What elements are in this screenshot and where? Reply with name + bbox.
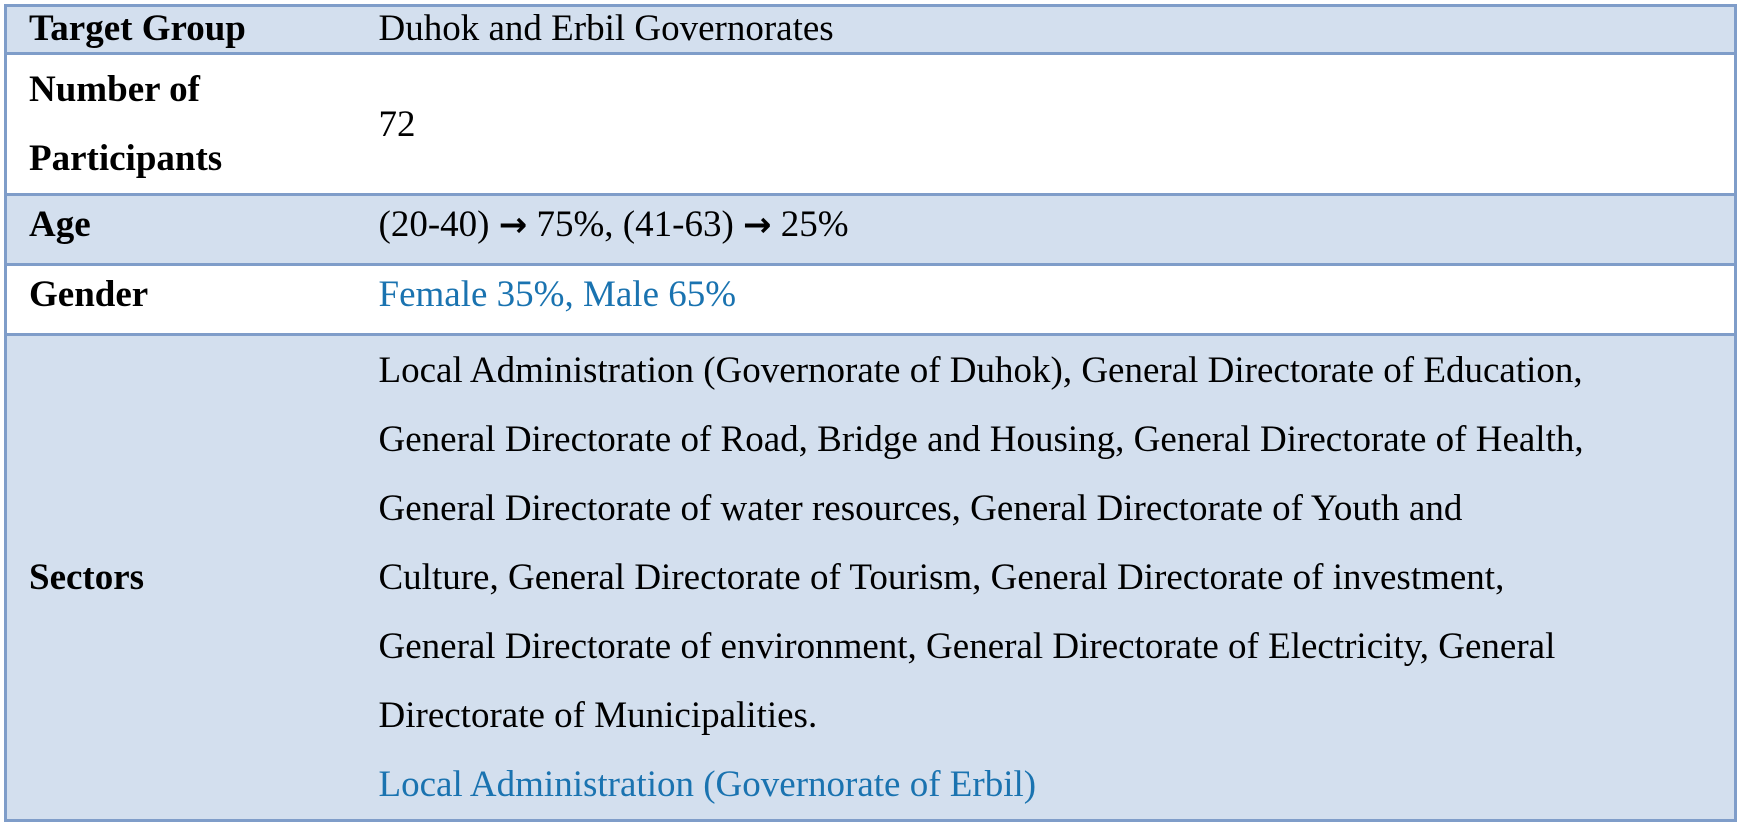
age-label-cell [6, 195, 379, 265]
sectors-value-cell [379, 335, 1736, 821]
table-row-sectors [6, 335, 1736, 821]
gender-label-cell [6, 265, 379, 335]
age-range-1: (20-40) [378, 204, 490, 245]
sectors-label-cell [6, 335, 379, 821]
right-arrow-icon: → [743, 205, 772, 245]
age-value [379, 196, 1735, 250]
age-label: Age [29, 204, 91, 245]
participants-value: 72 [378, 103, 416, 145]
sectors-line: Culture, General Directorate of Tourism, General Directorate of investment, [378, 557, 1505, 598]
table-row-participants [6, 54, 1736, 195]
age-value-cell [379, 195, 1736, 265]
right-arrow-icon: → [498, 205, 528, 245]
age-percent-2: 25% [780, 204, 849, 245]
gender-label: Gender [29, 274, 149, 315]
target-group-value-cell [379, 6, 1736, 54]
sectors-line: General Directorate of water resources, General Directorate of Youth and [378, 488, 1463, 529]
gender-value: Female 35%, Male 65% [378, 274, 737, 315]
sectors-line: Local Administration (Governorate of Duhok), General Directorate of Education, [378, 350, 1583, 391]
sectors-erbil-line: Local Administration (Governorate of Erbil) [378, 764, 1037, 805]
participants-label-line2: Participants [29, 138, 223, 179]
table-row-target-group [6, 6, 1736, 54]
target-group-label-cell [6, 6, 379, 54]
age-percent-1: 75%, [536, 204, 614, 245]
participants-label-cell [6, 54, 379, 195]
sectors-label: Sectors [29, 557, 145, 598]
participants-value-cell [379, 54, 1736, 195]
participants-label-line1: Number of [29, 69, 200, 110]
sectors-line: General Directorate of environment, General Directorate of Electricity, General [378, 626, 1556, 667]
table-row-age [6, 195, 1736, 265]
sectors-line: Directorate of Municipalities. [378, 695, 818, 736]
age-range-2: (41-63) [622, 204, 734, 245]
gender-value-cell [379, 265, 1736, 335]
sectors-line: General Directorate of Road, Bridge and Housing, General Directorate of Health, [378, 419, 1584, 460]
target-group-label: Target Group [29, 7, 246, 49]
info-table [4, 4, 1737, 822]
table-row-gender [6, 265, 1736, 335]
target-group-value: Duhok and Erbil Governorates [378, 7, 834, 49]
